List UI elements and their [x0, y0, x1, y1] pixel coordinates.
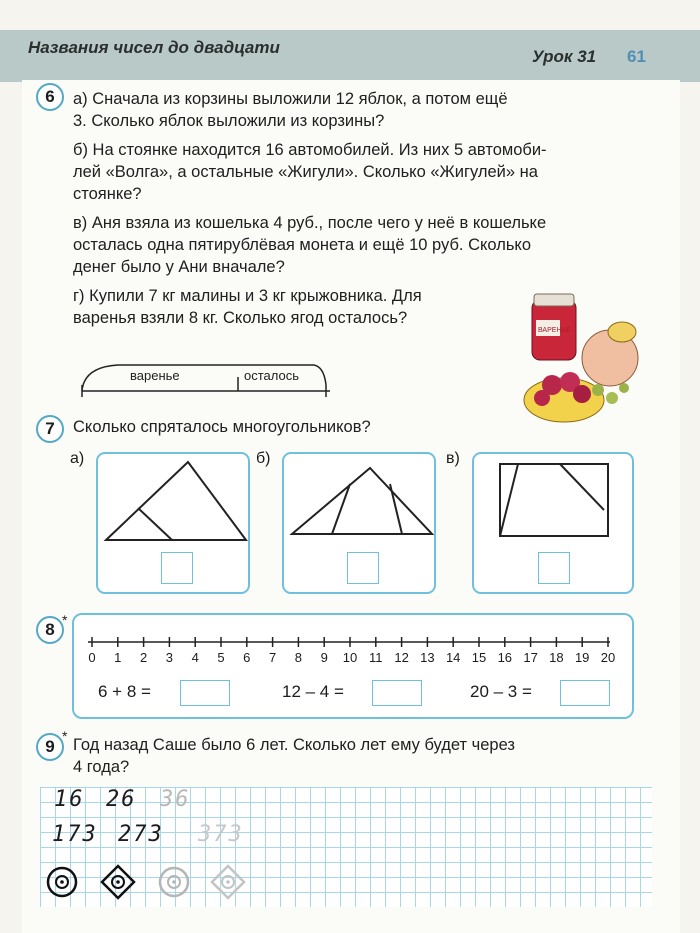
task-6-number: 6: [36, 83, 64, 111]
page-header: [0, 30, 700, 82]
handwriting-36: 36: [160, 787, 191, 812]
number-line-label: 7: [268, 650, 277, 665]
diagram-label-jam: варенье: [130, 368, 180, 383]
task-9-line1: Год назад Саше было 6 лет. Сколько лет ему будет через: [73, 736, 515, 754]
pattern-symbols: [40, 862, 280, 902]
number-line-label: 0: [88, 650, 96, 665]
task-9-line2: 4 года?: [73, 758, 130, 776]
number-line-label: 19: [574, 650, 590, 665]
number-line-label: 1: [114, 650, 122, 665]
task-6c-line1: в) Аня взяла из кошелька 4 руб., после чего у неё в кошельке: [73, 214, 547, 232]
chapter-title: Названия чисел до двадцати: [28, 38, 280, 57]
task-6a-line1: а) Сначала из корзины выложили 12 яблок, а потом ещё: [73, 90, 508, 108]
number-line: [86, 632, 616, 652]
task-9-number: 9: [36, 733, 64, 761]
number-line-label: 17: [523, 650, 538, 665]
handwriting-26: 26: [106, 787, 137, 812]
task-7-question: Сколько спряталось многоугольников?: [73, 418, 371, 436]
figure-b-label: б): [256, 450, 271, 467]
number-line-label: 14: [445, 650, 461, 665]
figure-c-answer[interactable]: [538, 552, 570, 584]
jam-berries-illustration: [512, 290, 652, 430]
number-line-label: 15: [471, 650, 487, 665]
expression-3: 20 – 3 =: [470, 682, 532, 701]
page-number: 61: [627, 47, 646, 66]
task-6b-line3: стоянке?: [73, 185, 142, 203]
diamond-target-icon: [102, 866, 134, 898]
lesson-label: Урок 31: [532, 47, 597, 66]
number-line-label: 5: [217, 650, 225, 665]
figure-b-box: [282, 452, 436, 594]
expression-1-answer[interactable]: [180, 680, 230, 706]
number-line-label: 12: [394, 650, 409, 665]
task-8-star: *: [62, 612, 68, 628]
expression-3-answer[interactable]: [560, 680, 610, 706]
diamond-target-faded-icon: [212, 866, 244, 898]
figure-c-box: [472, 452, 634, 594]
diagram-label-left: осталось: [244, 368, 300, 383]
task-8-number: 8: [36, 616, 64, 644]
task-9-star: *: [62, 728, 68, 744]
number-line-label: 10: [342, 650, 358, 665]
number-line-label: 13: [420, 650, 435, 665]
number-line-label: 18: [549, 650, 564, 665]
handwriting-373: 373: [198, 822, 244, 847]
expression-2: 12 – 4 =: [282, 682, 344, 701]
number-line-panel: [72, 613, 634, 719]
number-line-label: 16: [497, 650, 513, 665]
number-line-label: 4: [191, 650, 199, 665]
task-6d-line1: г) Купили 7 кг малины и 3 кг крыжовника. Для: [73, 287, 422, 305]
jar-label: ВАРЕНЬЕ: [538, 327, 571, 334]
number-line-label: 6: [243, 650, 251, 665]
handwriting-16: 16: [54, 787, 85, 812]
number-line-label: 9: [320, 650, 328, 665]
figure-a-box: [96, 452, 250, 594]
figure-b-answer[interactable]: [347, 552, 379, 584]
figure-a-label: а): [70, 450, 85, 467]
circle-target-faded-icon: [160, 868, 188, 896]
task-6c-line2: осталась одна пятирублёвая монета и ещё 10 руб. Сколько: [73, 236, 532, 254]
task-7-number: 7: [36, 415, 64, 443]
expression-2-answer[interactable]: [372, 680, 422, 706]
figure-c-label: в): [446, 450, 460, 467]
handwriting-173: 173: [52, 822, 98, 847]
task-6d-line2: варенья взяли 8 кг. Сколько ягод осталось?: [73, 309, 408, 327]
circle-target-icon: [48, 868, 76, 896]
number-line-label: 11: [369, 650, 383, 665]
number-line-label: 8: [294, 650, 302, 665]
task-6c-line3: денег было у Ани вначале?: [73, 258, 285, 276]
expression-1: 6 + 8 =: [98, 682, 151, 701]
number-line-label: 20: [600, 650, 616, 665]
handwriting-273: 273: [118, 822, 164, 847]
task-6b-line2: лей «Волга», а остальные «Жигули». Сколько «Жигулей» на: [73, 163, 538, 181]
task-6a-line2: 3. Сколько яблок выложили из корзины?: [73, 112, 385, 130]
figure-a-answer[interactable]: [161, 552, 193, 584]
number-line-label: 2: [139, 650, 148, 665]
task-6b-line1: б) На стоянке находится 16 автомобилей. Из них 5 автомоби-: [73, 141, 547, 159]
number-line-label: 3: [165, 650, 173, 665]
